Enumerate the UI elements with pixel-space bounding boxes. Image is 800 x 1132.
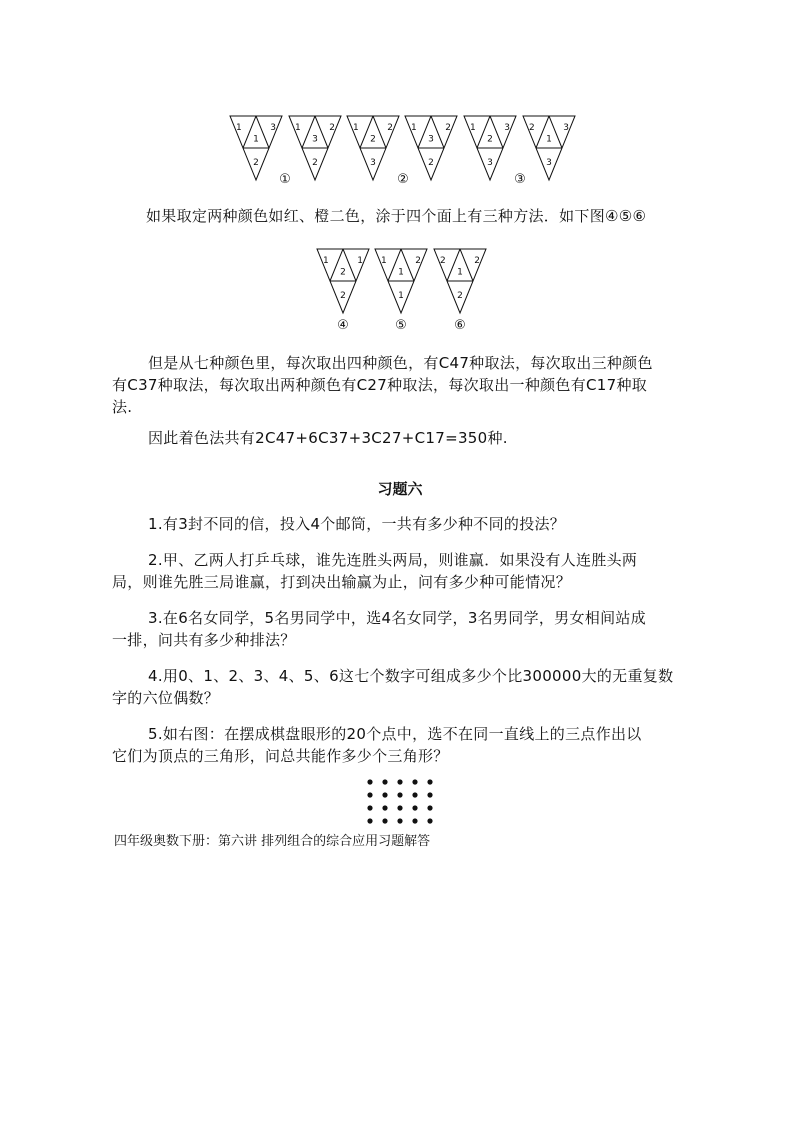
face-number: 1	[546, 134, 552, 145]
face-number: 1	[253, 134, 259, 145]
grid-dot	[382, 805, 387, 810]
triangle-net-8	[375, 249, 427, 313]
face-number: 3	[504, 122, 511, 133]
grid-dot	[367, 779, 372, 784]
grid-dot	[397, 792, 402, 797]
grid-dot	[412, 779, 417, 784]
circled-figure-label: ⑤	[395, 318, 407, 333]
grid-dot	[397, 805, 402, 810]
circled-figure-label: ③	[514, 172, 526, 187]
face-number: 1	[469, 122, 476, 133]
face-number: 3	[428, 134, 434, 145]
face-number: 1	[398, 267, 404, 278]
face-number: 3	[563, 122, 570, 133]
grid-dot	[397, 779, 402, 784]
grid-dot	[382, 792, 387, 797]
exercise-3	[112, 607, 712, 651]
face-number: 2	[439, 255, 446, 266]
combinations-line-3: 法.	[112, 398, 133, 416]
face-number: 1	[235, 122, 242, 133]
face-number: 2	[387, 122, 394, 133]
face-number: 2	[487, 134, 493, 145]
grid-dot	[412, 805, 417, 810]
face-number: 1	[398, 291, 404, 302]
face-number: 1	[352, 122, 359, 133]
exercise-5-line-1: 5.如右图：在摆成棋盘眼形的20个点中，选不在同一直线上的三点作出以	[148, 725, 642, 743]
grid-dot	[412, 792, 417, 797]
conclusion-line: 因此着色法共有2C47+6C37+3C27+C17=350种.	[148, 429, 508, 447]
exercise-4	[112, 665, 712, 709]
exercise-2-line-1: 2.甲、乙两人打乒乓球，谁先连胜头两局，则谁赢．如果没有人连胜头两	[148, 551, 638, 569]
face-number: 2	[474, 255, 481, 266]
circled-figure-label: ④	[337, 318, 349, 333]
face-number: 2	[340, 267, 346, 278]
grid-dot	[367, 805, 372, 810]
face-number: 2	[428, 158, 434, 169]
face-number: 2	[528, 122, 535, 133]
exercise-3-line-1: 3.在6名女同学，5名男同学中，选4名女同学，3名男同学，男女相间站成	[148, 609, 646, 627]
exercise-4-line-1: 4.用0、1、2、3、4、5、6这七个数字可组成多少个比300000大的无重复数	[148, 667, 674, 685]
face-number: 2	[253, 158, 259, 169]
face-number: 3	[487, 158, 493, 169]
face-number: 2	[415, 255, 422, 266]
footer-caption: 四年级奥数下册：第六讲 排列组合的综合应用习题解答	[114, 834, 431, 849]
face-number: 2	[340, 291, 346, 302]
exercise-2	[112, 549, 712, 593]
grid-dot	[367, 792, 372, 797]
face-number: 2	[445, 122, 452, 133]
grid-dot	[412, 818, 417, 823]
second-triangle-figure	[0, 0, 800, 340]
face-number: 1	[322, 255, 329, 266]
circled-figure-label: ①	[279, 172, 291, 187]
face-number: 1	[294, 122, 301, 133]
face-number: 3	[370, 158, 376, 169]
grid-dot	[427, 805, 432, 810]
intro-line: 如果取定两种颜色如红、橙二色，涂于四个面上有三种方法．如下图④⑤⑥	[146, 207, 647, 225]
face-number: 3	[312, 134, 318, 145]
face-number: 1	[410, 122, 417, 133]
exercise-title: 习题六	[377, 480, 423, 498]
exercise-4-line-2: 字的六位偶数？	[112, 689, 220, 707]
exercise-list	[112, 513, 712, 767]
circled-figure-label: ⑥	[454, 318, 466, 333]
combinations-line-1: 但是从七种颜色里，每次取出四种颜色，有C47种取法，每次取出三种颜色	[148, 354, 653, 372]
face-number: 2	[329, 122, 336, 133]
grid-dot	[427, 779, 432, 784]
grid-dot	[382, 818, 387, 823]
face-number: 1	[357, 255, 364, 266]
triangle-net-9	[434, 249, 486, 313]
circled-figure-label: ②	[397, 172, 409, 187]
exercise-1	[112, 513, 712, 535]
grid-dot	[427, 818, 432, 823]
combinations-paragraph	[112, 352, 712, 418]
grid-dot	[427, 792, 432, 797]
face-number: 2	[457, 291, 463, 302]
face-number: 1	[457, 267, 463, 278]
grid-dot	[367, 818, 372, 823]
combinations-line-2: 有C37种取法，每次取出两种颜色有C27种取法，每次取出一种颜色有C17种取	[112, 376, 648, 394]
exercise-3-line-2: 一排，问共有多少种排法？	[112, 631, 296, 649]
face-number: 3	[270, 122, 277, 133]
exercise-1-line-1: 1.有3封不同的信，投入4个邮筒，一共有多少种不同的投法？	[148, 515, 566, 533]
exercise-5-line-2: 它们为顶点的三角形，问总共能作多少个三角形？	[112, 747, 449, 765]
exercise-5	[112, 723, 712, 767]
face-number: 1	[380, 255, 387, 266]
face-number: 2	[312, 158, 318, 169]
triangle-net-7	[317, 249, 369, 313]
grid-dot	[397, 818, 402, 823]
grid-dot	[382, 779, 387, 784]
exercise-2-line-2: 局，则谁先胜三局谁赢，打到决出输赢为止，问有多少种可能情况？	[112, 573, 572, 591]
face-number: 2	[370, 134, 376, 145]
face-number: 3	[546, 158, 552, 169]
